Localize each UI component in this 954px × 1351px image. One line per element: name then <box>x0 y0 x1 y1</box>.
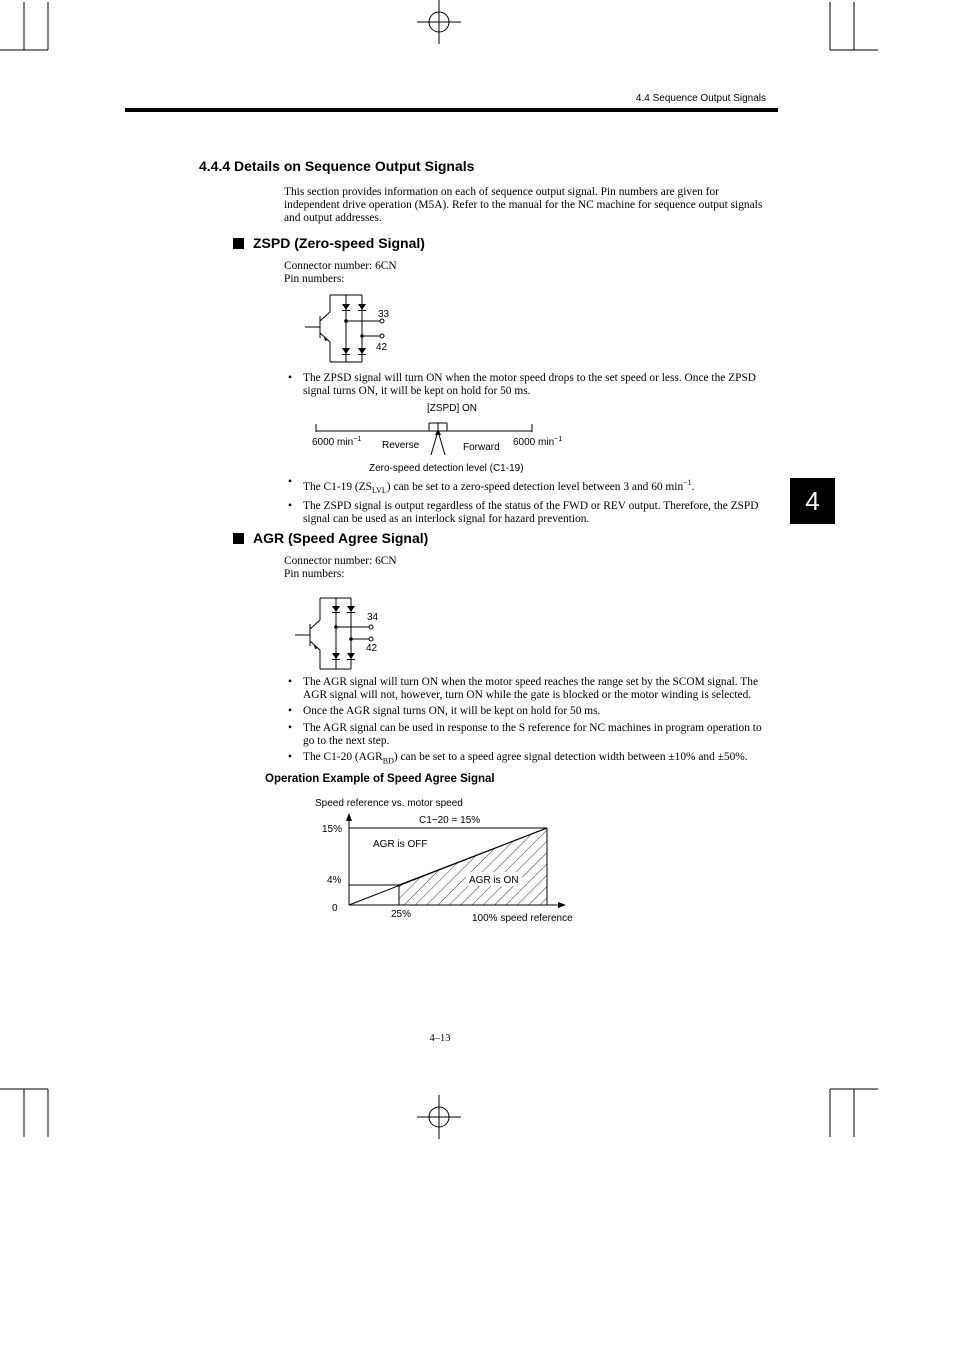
list-item <box>288 476 774 497</box>
list-item: • The AGR signal will turn ON when the motor speed reaches the range set by the SCOM signal. The AGR signal will not, however, turn ON while the gate is blocked or the motor winding is selected. <box>288 676 774 702</box>
zspd-c119-text-2: ) can be set to a zero-speed detection level between 3 and 60 min <box>386 480 684 493</box>
header-rule <box>125 108 778 112</box>
zspd-pin-b: 42 <box>376 342 388 353</box>
zspd-pins-label: Pin numbers: <box>284 273 345 285</box>
agr-on-label: AGR is ON <box>469 875 519 886</box>
square-bullet-icon <box>233 238 244 249</box>
x-label-25: 25% <box>391 909 412 920</box>
zspd-on-label: [ZSPD] ON <box>427 403 478 414</box>
list-item: • Once the AGR signal turns ON, it will be kept on hold for 50 ms. <box>288 705 774 718</box>
zspd-detection-diagram <box>308 398 578 478</box>
zspd-bullets-2 <box>288 476 774 530</box>
zspd-heading-text: ZSPD (Zero-speed Signal) <box>253 235 425 251</box>
agr-off-label: AGR is OFF <box>373 839 428 850</box>
y-label-15: 15% <box>322 824 343 835</box>
zspd-left-exponent: −1 <box>353 436 362 443</box>
x-label-100: 100% speed reference <box>472 913 573 924</box>
zspd-circuit-diagram <box>300 290 400 370</box>
list-item: • The ZSPD signal is output regardless of the status of the FWD or REV output. Therefore, the ZSPD signal can be used as an interlock signal for hazard prevention. <box>288 500 774 526</box>
agr-pins-label: Pin numbers: <box>284 568 345 580</box>
agr-c120-text-2: ) can be set to a speed agree signal detection width between ±10% and ±50%. <box>393 751 748 764</box>
zspd-reverse-label: Reverse <box>382 440 420 451</box>
zspd-forward-label: Forward <box>463 442 500 453</box>
running-head: 4.4 Sequence Output Signals <box>635 93 766 104</box>
speed-agree-graph <box>310 795 590 927</box>
zspd-left-speed <box>312 436 361 448</box>
y-label-4: 4% <box>327 875 342 886</box>
list-item: • The AGR signal can be used in response to the S reference for NC machines in program operation to go to the next step. <box>288 722 774 748</box>
zspd-connector: Connector number: 6CN <box>284 260 397 272</box>
zspd-left-speed-text: 6000 min <box>312 437 354 448</box>
agr-circuit-diagram <box>290 593 390 673</box>
zspd-bullets-1 <box>288 372 774 401</box>
agr-pin-b: 42 <box>366 643 378 654</box>
zspd-right-exponent: −1 <box>554 436 563 443</box>
zspd-c119-subscript: LVL <box>371 486 387 496</box>
zspd-c119-end: . <box>691 480 695 493</box>
agr-bullets <box>288 676 774 771</box>
zspd-right-speed <box>513 436 562 448</box>
agr-c120-text: The C1-20 (AGR <box>303 751 383 764</box>
zspd-c119-superscript: −1 <box>683 478 692 487</box>
operation-example-heading: Operation Example of Speed Agree Signal <box>265 773 495 785</box>
agr-pin-a: 34 <box>367 612 379 623</box>
agr-heading <box>233 530 428 546</box>
agr-connector: Connector number: 6CN <box>284 555 397 567</box>
agr-heading-text: AGR (Speed Agree Signal) <box>253 530 429 546</box>
zspd-detection-level-label: Zero-speed detection level (C1-19) <box>369 463 524 474</box>
y-label-0: 0 <box>332 903 338 914</box>
intro-paragraph: This section provides information on each of sequence output signal. Pin numbers are given for independent drive operation (M5A). Refer to the manual for the NC machine for sequence output signals and output addresses. <box>284 186 763 224</box>
list-item <box>288 751 774 767</box>
section-title: 4.4.4 Details on Sequence Output Signals <box>199 158 475 174</box>
zspd-heading <box>233 235 425 251</box>
graph-title: Speed reference vs. motor speed <box>315 798 463 809</box>
zspd-right-speed-text: 6000 min <box>513 437 555 448</box>
zspd-c119-text: The C1-19 (ZS <box>303 480 372 493</box>
list-item: • The ZPSD signal will turn ON when the motor speed drops to the set speed or less. Once the ZPSD signal turns ON, it will be kept on hold for 50 ms. <box>288 372 774 398</box>
graph-setting-label: C1−20 = 15% <box>419 815 481 826</box>
zspd-pin-a: 33 <box>378 309 390 320</box>
chapter-tab: 4 <box>790 478 835 524</box>
page-number: 4–13 <box>429 1033 451 1044</box>
square-bullet-icon <box>233 533 244 544</box>
agr-c120-subscript: BD <box>382 756 394 766</box>
